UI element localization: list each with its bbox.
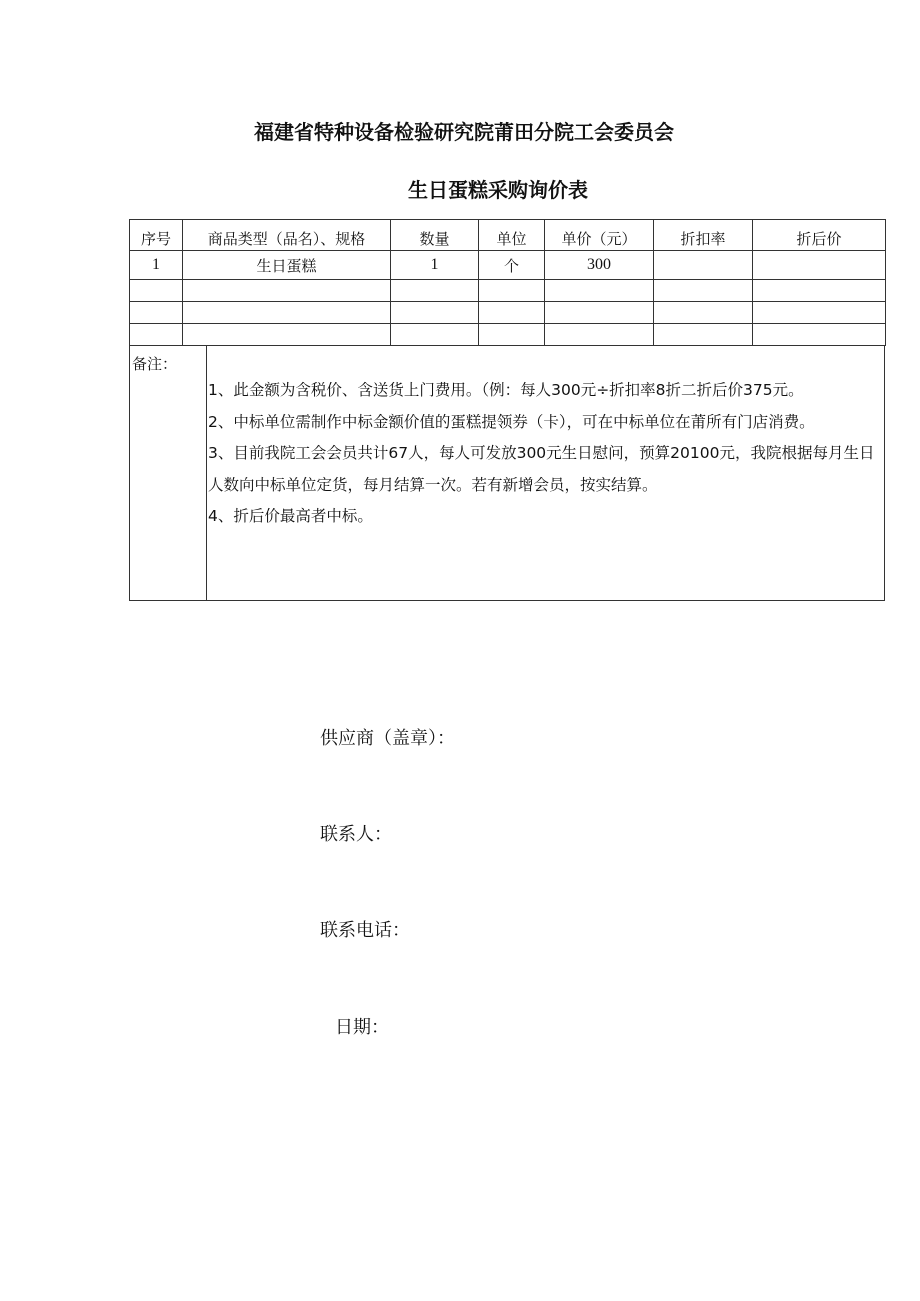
col-header-discount: 折扣率 [654, 220, 753, 251]
note-item-3: 3、目前我院工会会员共计67人，每人可发放300元生日慰问，预算20100元，我院根据每月生日人数向中标单位定货，每月结算一次。若有新增会员，按实结算。 [208, 444, 875, 494]
table-row-empty [130, 324, 886, 346]
notes-body [208, 375, 886, 533]
contact-person-label: 联系人： [320, 824, 392, 845]
table-row [130, 251, 886, 280]
note-item-1: 1、此金额为含税价、含送货上门费用。（例：每人300元÷折扣率8折二折后价375元。 [208, 381, 804, 399]
note-item-2: 2、中标单位需制作中标金额价值的蛋糕提领券（卡），可在中标单位在莆所有门店消费。 [208, 412, 815, 431]
col-header-quantity: 数量 [391, 220, 479, 251]
cell-discounted-price[interactable] [753, 251, 886, 280]
notes-divider [206, 345, 207, 600]
table-row-empty [130, 302, 886, 324]
notes-section [129, 345, 885, 601]
table-row-empty [130, 280, 886, 302]
notes-label: 备注： [132, 355, 178, 373]
date-label: 日期： [335, 1017, 389, 1038]
supplier-stamp-label: 供应商（盖章）： [320, 728, 455, 749]
table-header-row [130, 220, 886, 251]
note-item-4: 4、折后价最高者中标。 [208, 507, 373, 525]
col-header-name: 商品类型（品名）、规格 [183, 220, 391, 251]
cell-unit: 个 [479, 251, 545, 280]
col-header-discounted-price: 折后价 [753, 220, 886, 251]
cell-index: 1 [130, 251, 183, 280]
quote-table [129, 219, 886, 346]
org-title: 福建省特种设备检验研究院莆田分院工会委员会 [254, 120, 674, 144]
col-header-unit: 单位 [479, 220, 545, 251]
cell-unit-price: 300 [545, 251, 654, 280]
cell-discount[interactable] [654, 251, 753, 280]
col-header-index: 序号 [130, 220, 183, 251]
cell-quantity: 1 [391, 251, 479, 280]
contact-phone-label: 联系电话： [320, 920, 410, 941]
col-header-unit-price: 单价（元） [545, 220, 654, 251]
form-title: 生日蛋糕采购询价表 [408, 178, 588, 202]
cell-name: 生日蛋糕 [183, 251, 391, 280]
